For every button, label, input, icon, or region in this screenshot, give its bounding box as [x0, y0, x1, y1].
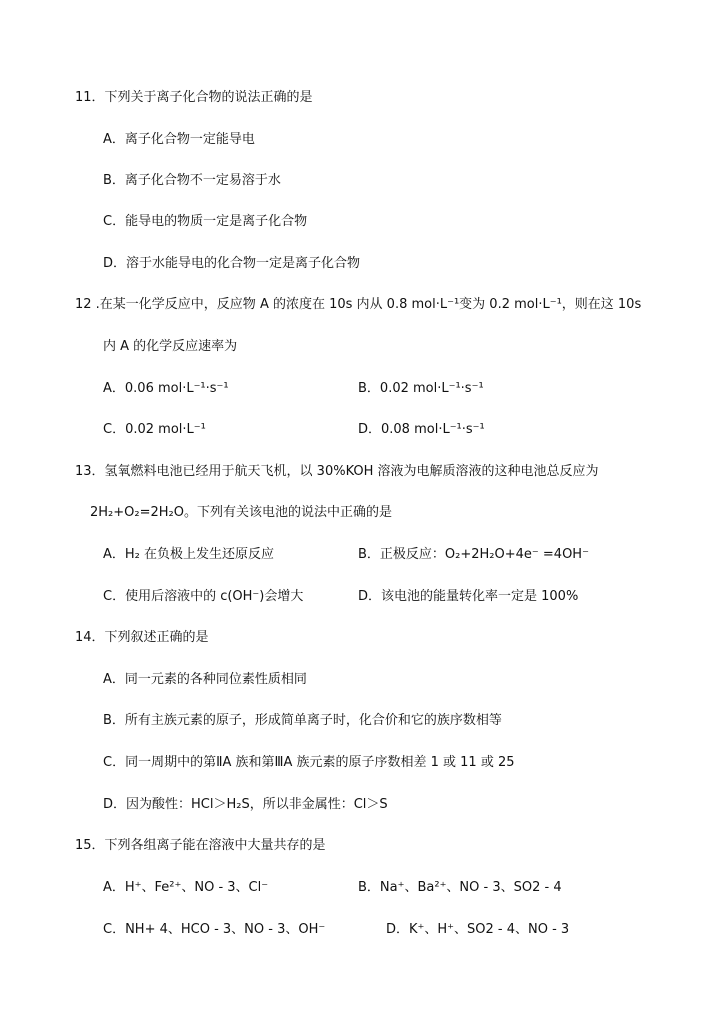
q13-option-b: B．正极反应：O₂+2H₂O+4e⁻ =4OH⁻ — [358, 547, 589, 562]
q11-option-a: A．离子化合物一定能导电 — [103, 132, 255, 147]
q15-stem: 15．下列各组离子能在溶液中大量共存的是 — [75, 838, 326, 853]
q15-option-b: B．Na⁺、Ba²⁺、NO - 3、SO2 - 4 — [358, 880, 562, 895]
q13-option-a: A．H₂ 在负极上发生还原反应 — [103, 547, 275, 562]
q13-stem-line2: 2H₂+O₂=2H₂O。下列有关该电池的说法中正确的是 — [90, 505, 392, 520]
q12-stem-line1: 12 .在某一化学反应中，反应物 A 的浓度在 10s 内从 0.8 mol·L⁻¹变为 0.2 mol·L⁻¹，则在这 10s — [75, 297, 642, 312]
q12-option-b: B．0.02 mol·L⁻¹·s⁻¹ — [358, 381, 484, 396]
q15-option-d: D．K⁺、H⁺、SO2 - 4、NO - 3 — [386, 922, 570, 937]
q12-option-a: A．0.06 mol·L⁻¹·s⁻¹ — [103, 381, 229, 396]
q13-option-d: D．该电池的能量转化率一定是 100% — [358, 589, 579, 604]
q15-option-c: C．NH+ 4、HCO - 3、NO - 3、OH⁻ — [103, 922, 326, 937]
q14-option-c: C．同一周期中的第ⅡA 族和第ⅢA 族元素的原子序数相差 1 或 11 或 25 — [103, 755, 515, 770]
q11-option-d: D．溶于水能导电的化合物一定是离子化合物 — [103, 256, 361, 271]
q14-stem: 14．下列叙述正确的是 — [75, 630, 209, 645]
q11-option-b: B．离子化合物不一定易溶于水 — [103, 173, 281, 188]
q14-option-d: D．因为酸性：HCl＞H₂S，所以非金属性：Cl＞S — [103, 797, 388, 812]
q13-stem-line1: 13．氢氧燃料电池已经用于航天飞机，以 30%KOH 溶液为电解质溶液的这种电池总反应为 — [75, 464, 599, 479]
q15-option-a: A．H⁺、Fe²⁺、NO - 3、Cl⁻ — [103, 880, 269, 895]
q11-option-c: C．能导电的物质一定是离子化合物 — [103, 214, 308, 229]
q14-option-b: B．所有主族元素的原子，形成简单离子时，化合价和它的族序数相等 — [103, 713, 502, 728]
q11-stem: 11．下列关于离子化合物的说法正确的是 — [75, 90, 313, 105]
q13-option-c: C．使用后溶液中的 c(OH⁻)会增大 — [103, 589, 304, 604]
q12-stem-line2: 内 A 的化学反应速率为 — [103, 339, 238, 354]
q14-option-a: A．同一元素的各种同位素性质相同 — [103, 672, 307, 687]
q12-option-d: D．0.08 mol·L⁻¹·s⁻¹ — [358, 422, 485, 437]
q12-option-c: C．0.02 mol·L⁻¹ — [103, 422, 206, 437]
